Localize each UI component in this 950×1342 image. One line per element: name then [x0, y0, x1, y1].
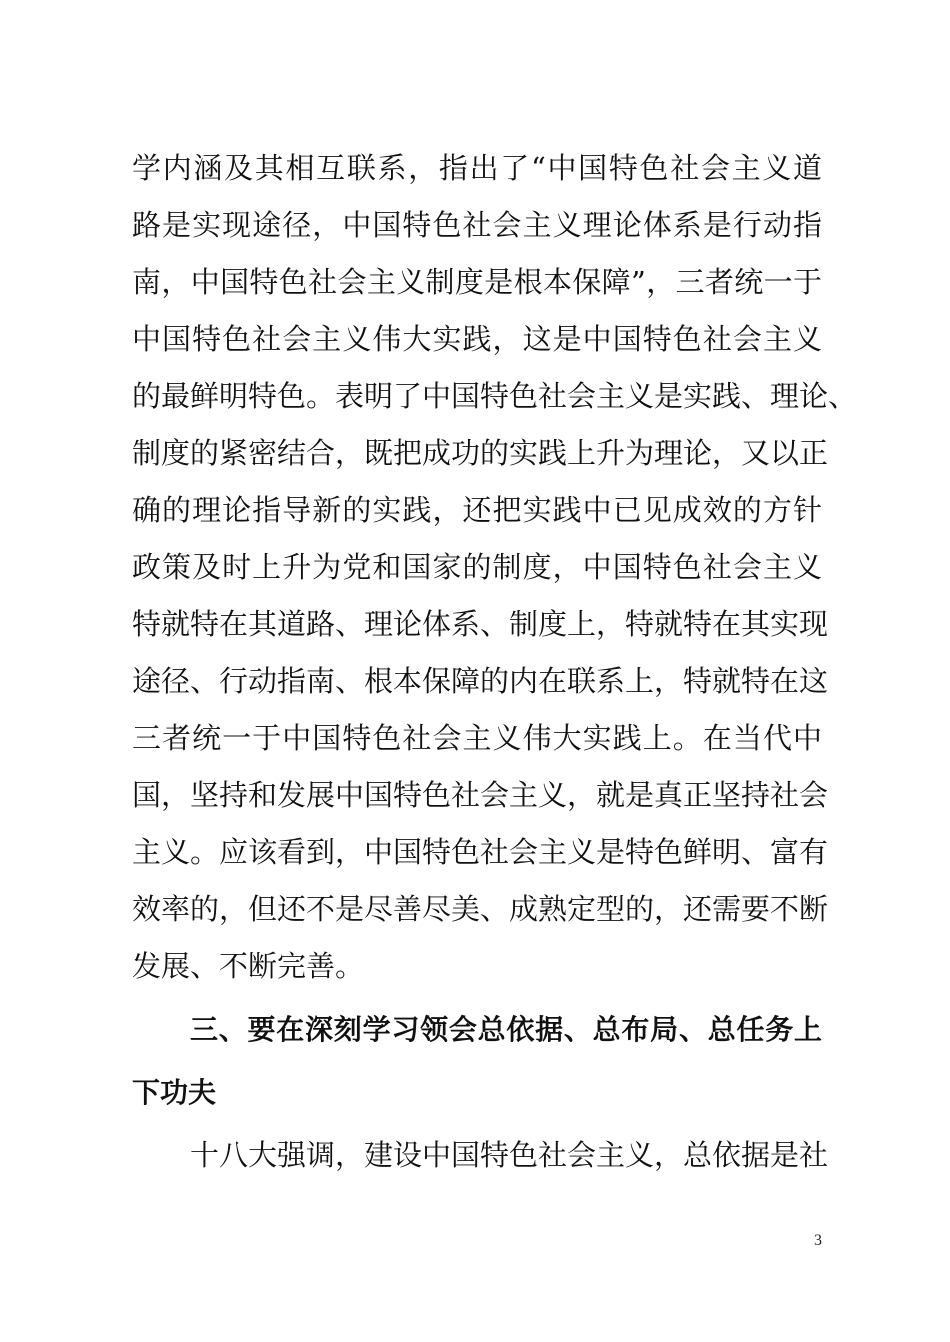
body-line: 的最鲜明特色。表明了中国特色社会主义是实践、理论、 [132, 379, 858, 413]
body-line: 中国特色社会主义伟大实践，这是中国特色社会主义 [132, 322, 822, 356]
body-line: 政策及时上升为党和国家的制度，中国特色社会主义 [132, 550, 822, 584]
body-line: 发展、不断完善。 [132, 949, 365, 983]
body-line: 路是实现途径，中国特色社会主义理论体系是行动指 [132, 208, 822, 242]
body-line: 主义。应该看到，中国特色社会主义是特色鲜明、富有 [132, 835, 829, 869]
section-heading: 三、要在深刻学习领会总依据、总布局、总任务上 [190, 1013, 822, 1046]
document-body [132, 140, 858, 1184]
body-line: 效率的，但还不是尽善尽美、成熟定型的，还需要不断 [132, 892, 829, 926]
paragraph-start-line: 十八大强调，建设中国特色社会主义，总依据是社 [190, 1138, 829, 1172]
page-number: 3 [814, 1232, 822, 1249]
body-line: 国，坚持和发展中国特色社会主义，就是真正坚持社会 [132, 778, 829, 812]
body-line: 南，中国特色社会主义制度是根本保障”，三者统一于 [132, 265, 822, 299]
body-line: 制度的紧密结合，既把成功的实践上升为理论，又以正 [132, 436, 829, 470]
body-line: 途径、行动指南、根本保障的内在联系上，特就特在这 [132, 664, 829, 698]
body-line: 特就特在其道路、理论体系、制度上，特就特在其实现 [132, 607, 829, 641]
body-line: 三者统一于中国特色社会主义伟大实践上。在当代中 [132, 721, 822, 755]
body-line: 学内涵及其相互联系，指出了“中国特色社会主义道 [132, 151, 822, 185]
section-heading-continued: 下功夫 [132, 1076, 217, 1109]
body-line: 确的理论指导新的实践，还把实践中已见成效的方针 [132, 493, 822, 527]
